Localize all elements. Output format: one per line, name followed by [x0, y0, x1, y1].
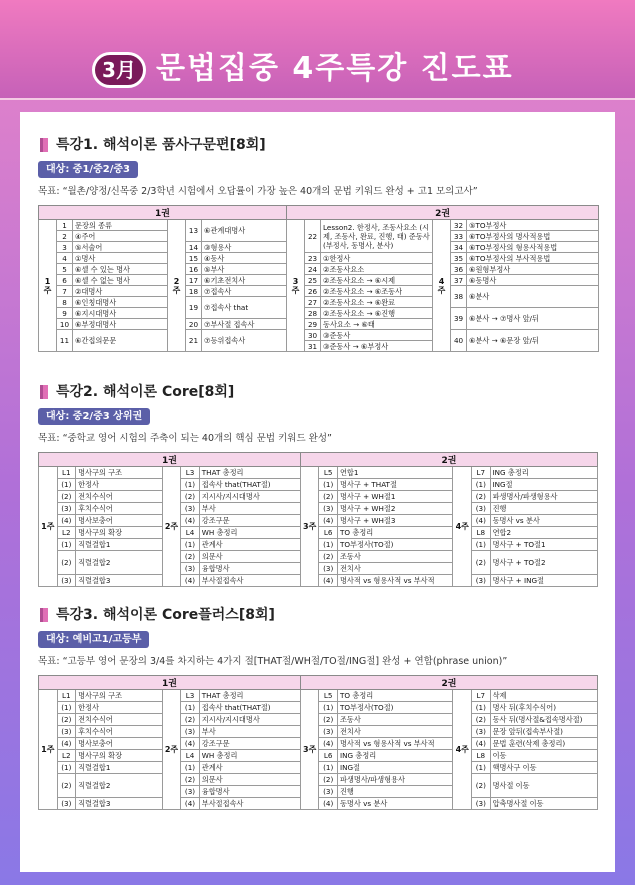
lesson-topic: WH 총정리	[199, 527, 300, 539]
lesson-number: (1)	[472, 762, 491, 774]
lesson-topic: ⑥분사 → ⑦명사 앞/뒤	[467, 308, 599, 330]
table-row	[39, 491, 598, 503]
lesson-number: 31	[305, 341, 321, 352]
lesson-number: (1)	[472, 479, 491, 491]
lesson-topic: 명사구 + WH절3	[337, 515, 452, 527]
lesson-number: 39	[451, 308, 467, 330]
lesson-topic: ⑥분사	[467, 286, 599, 308]
lesson-number: (1)	[57, 539, 76, 551]
table-row	[39, 308, 599, 319]
lesson-number: (1)	[181, 702, 200, 714]
lesson-number: (2)	[57, 774, 76, 798]
table-row	[39, 253, 599, 264]
lesson-number: (3)	[472, 575, 491, 587]
lesson-number: (4)	[181, 798, 200, 810]
week-label: 2주	[162, 690, 181, 810]
lesson-topic: 삭제	[490, 690, 597, 702]
lesson-number: 27	[305, 297, 321, 308]
schedule-table	[38, 205, 599, 352]
lesson-topic: THAT 총정리	[199, 690, 300, 702]
volume-1-header: 1권	[39, 453, 301, 467]
lesson-number: 34	[451, 242, 467, 253]
lesson-topic: TO 총정리	[337, 690, 452, 702]
lesson-number: 36	[451, 264, 467, 275]
section-2	[38, 382, 598, 587]
lesson-topic: 연합1	[337, 467, 452, 479]
table-row	[39, 575, 598, 587]
lesson-number: (3)	[181, 726, 200, 738]
lesson-number: (3)	[57, 726, 76, 738]
lesson-topic: ⑥TO부정사의 형용사적용법	[467, 242, 599, 253]
lesson-topic: 융합명사	[199, 786, 300, 798]
lesson-number: (1)	[181, 762, 200, 774]
lesson-topic: 부사절접속사	[199, 575, 300, 587]
lesson-number: (1)	[57, 479, 76, 491]
section-title-text: 특강3. 해석이론 Core플러스[8회]	[56, 607, 275, 623]
lesson-number: 18	[186, 286, 202, 297]
lesson-topic: 후치수식어	[76, 726, 163, 738]
lesson-number: (3)	[319, 726, 338, 738]
lesson-number: 37	[451, 275, 467, 286]
lesson-topic: ⑦접속사 that	[202, 297, 287, 319]
lesson-topic: ②조동사요소 → ⑥조동사	[321, 286, 433, 297]
lesson-topic: 접속사 that(THAT절)	[199, 479, 300, 491]
lesson-number: (3)	[57, 503, 76, 515]
week-label: 4주	[433, 220, 451, 352]
lesson-topic: 전치사	[337, 726, 452, 738]
lesson-topic: ④동사	[202, 253, 287, 264]
table-row	[39, 690, 598, 702]
lesson-topic: 명사적 vs 형용사적 vs 부사적	[337, 738, 452, 750]
week-label: 2주	[162, 467, 181, 587]
table-row	[39, 515, 598, 527]
schedule-table	[38, 452, 598, 587]
lesson-topic: 문장의 종류	[73, 220, 168, 231]
lesson-topic: 명사구 + TO절1	[490, 539, 597, 551]
week-label: 3주	[300, 467, 319, 587]
lesson-number: (2)	[472, 714, 491, 726]
lesson-number: (3)	[57, 575, 76, 587]
lesson-topic: 직렬결합3	[76, 798, 163, 810]
lesson-topic: ⑤서술어	[73, 242, 168, 253]
lesson-number: (4)	[319, 798, 338, 810]
lesson-number: (1)	[57, 702, 76, 714]
lesson-number: 33	[451, 231, 467, 242]
table-row	[39, 467, 598, 479]
lesson-topic: ⑥원형부정사	[467, 264, 599, 275]
lesson-topic: Lesson2. 한정사, 조동사요소 (시제, 조동사, 완료, 진행, 태) 준동사(부정사, 동명사, 분사)	[321, 220, 433, 253]
lesson-topic: 지시사/지시대명사	[199, 714, 300, 726]
section-3	[38, 605, 598, 810]
lesson-topic: ⑥관계대명사	[202, 220, 287, 242]
lesson-topic: 명사보충어	[76, 738, 163, 750]
lesson-topic: 부사	[199, 503, 300, 515]
lesson-number: 20	[186, 319, 202, 330]
goal-text: 목표: “중학교 영어 시험의 주축이 되는 40개의 핵심 문법 키워드 완성”	[38, 433, 332, 444]
lesson-number: (1)	[319, 702, 338, 714]
lesson-number: (2)	[57, 714, 76, 726]
lesson-topic: 한정사	[76, 702, 163, 714]
lesson-number: 25	[305, 275, 321, 286]
week-label: 1주	[39, 690, 58, 810]
table-row	[39, 286, 599, 297]
lesson-topic: TO 총정리	[337, 527, 452, 539]
page-header	[0, 0, 635, 100]
lesson-topic: ⑥TO부정사의 명사적용법	[467, 231, 599, 242]
lesson-topic: ING절	[337, 762, 452, 774]
lesson-topic: ④주어	[73, 231, 168, 242]
lesson-topic: ②조동사요소	[321, 264, 433, 275]
lesson-topic: 전치수식어	[76, 714, 163, 726]
lesson-topic: 명사적 vs 형용사적 vs 부사적	[337, 575, 452, 587]
lesson-number: (4)	[181, 738, 200, 750]
table-row	[39, 702, 598, 714]
lesson-topic: ⑥TO부정사의 부사적용법	[467, 253, 599, 264]
lesson-topic: 의문사	[199, 551, 300, 563]
target-badge: 대상: 예비고1/고등부	[38, 631, 149, 648]
lesson-topic: 동명사 vs 분사	[337, 798, 452, 810]
lesson-number: (3)	[472, 726, 491, 738]
lesson-topic: 부사	[199, 726, 300, 738]
lesson-topic: 직렬결합2	[76, 774, 163, 798]
table-row	[39, 503, 598, 515]
lesson-number: (2)	[472, 551, 491, 575]
lesson-number: (2)	[319, 774, 338, 786]
lesson-topic: ⑦접속사	[202, 286, 287, 297]
section-title-text: 특강2. 해석이론 Core[8회]	[56, 384, 235, 400]
lesson-topic: ①한정사	[321, 253, 433, 264]
lesson-number: (2)	[57, 551, 76, 575]
lesson-number: (2)	[319, 551, 338, 563]
lesson-number: (4)	[319, 575, 338, 587]
lesson-topic: ②조동사요소 → ⑥시제	[321, 275, 433, 286]
lesson-topic: 전치수식어	[76, 491, 163, 503]
lesson-topic: ⑥분사 → ⑥문장 앞/뒤	[467, 330, 599, 352]
lesson-number: 9	[57, 308, 73, 319]
table-row	[39, 330, 599, 341]
lesson-topic: 전치사	[337, 563, 452, 575]
lesson-number: 5	[57, 264, 73, 275]
lesson-topic: 명사구 + WH절1	[337, 491, 452, 503]
lesson-number: (4)	[319, 515, 338, 527]
lesson-topic: 부사절접속사	[199, 798, 300, 810]
lesson-number: 22	[305, 220, 321, 253]
lesson-topic: ⑦부사절 접속사	[202, 319, 287, 330]
target-badge: 대상: 중1/중2/중3	[38, 161, 138, 178]
schedule-table	[38, 675, 598, 810]
section-title	[38, 135, 598, 155]
volume-2-header: 2권	[300, 676, 597, 690]
lesson-topic: 융합명사	[199, 563, 300, 575]
lesson-topic: 압축명사절 이동	[490, 798, 597, 810]
lesson-topic: WH 총정리	[199, 750, 300, 762]
lesson-number: 11	[57, 330, 73, 352]
lesson-number: L8	[472, 527, 491, 539]
lesson-topic: 지시사/지시대명사	[199, 491, 300, 503]
lesson-topic: ING절	[490, 479, 597, 491]
bullet-bar-icon	[40, 385, 48, 399]
lesson-number: 32	[451, 220, 467, 231]
lesson-topic: ⑥부정대명사	[73, 319, 168, 330]
goal-text: 목표: “월촌/양정/신목중 2/3학년 시험에서 오답률이 가장 높은 40개의 문법 키워드 완성 + 고1 모의고사”	[38, 186, 478, 197]
section-title	[38, 382, 598, 402]
lesson-topic: 의문사	[199, 774, 300, 786]
lesson-topic: ②대명사	[73, 286, 168, 297]
lesson-number: 10	[57, 319, 73, 330]
lesson-topic: 진행	[337, 786, 452, 798]
lesson-number: 30	[305, 330, 321, 341]
section-1	[38, 135, 598, 352]
lesson-number: 3	[57, 242, 73, 253]
lesson-number: 28	[305, 308, 321, 319]
lesson-topic: 명사구의 확장	[76, 527, 163, 539]
lesson-number: (1)	[472, 539, 491, 551]
lesson-number: (2)	[181, 551, 200, 563]
lesson-number: 38	[451, 286, 467, 308]
lesson-topic: 명사구의 구조	[76, 690, 163, 702]
lesson-number: (3)	[57, 798, 76, 810]
table-row	[39, 551, 598, 563]
lesson-number: L7	[472, 467, 491, 479]
lesson-number: 2	[57, 231, 73, 242]
lesson-topic: 직렬결합1	[76, 539, 163, 551]
section-title	[38, 605, 598, 625]
lesson-topic: 명사 뒤(후치수식어)	[490, 702, 597, 714]
lesson-number: 1	[57, 220, 73, 231]
bullet-bar-icon	[40, 608, 48, 622]
lesson-topic: 핵명사구 이동	[490, 762, 597, 774]
page-title: 문법집중 4주특강 진도표	[156, 51, 514, 86]
lesson-number: (3)	[472, 503, 491, 515]
week-label: 3주	[300, 690, 319, 810]
target-badge: 대상: 중2/중3 상위권	[38, 408, 150, 425]
lesson-number: 14	[186, 242, 202, 253]
table-row	[39, 479, 598, 491]
lesson-number: (2)	[57, 491, 76, 503]
volume-2-header: 2권	[300, 453, 597, 467]
lesson-topic: 명사구의 구조	[76, 467, 163, 479]
lesson-number: (2)	[472, 774, 491, 798]
lesson-number: (3)	[319, 563, 338, 575]
lesson-number: L1	[57, 690, 76, 702]
lesson-number: L2	[57, 527, 76, 539]
lesson-number: L1	[57, 467, 76, 479]
table-row	[39, 264, 599, 275]
lesson-topic: ⑤부사	[202, 264, 287, 275]
lesson-number: (3)	[181, 563, 200, 575]
week-label: 1주	[39, 467, 58, 587]
lesson-number: L3	[181, 467, 200, 479]
lesson-number: L8	[472, 750, 491, 762]
lesson-topic: ⑦등위접속사	[202, 330, 287, 352]
lesson-topic: ⑥동명사	[467, 275, 599, 286]
lesson-number: (4)	[57, 738, 76, 750]
lesson-topic: ②조동사요소 → ⑥완료	[321, 297, 433, 308]
lesson-number: (4)	[181, 575, 200, 587]
lesson-topic: ING 총정리	[490, 467, 597, 479]
lesson-topic: 동사 뒤(명사절&접속명사절)	[490, 714, 597, 726]
lesson-number: L6	[319, 527, 338, 539]
lesson-topic: ⑥간접의문문	[73, 330, 168, 352]
lesson-topic: 직렬결합2	[76, 551, 163, 575]
lesson-topic: ①명사	[73, 253, 168, 264]
lesson-number: L3	[181, 690, 200, 702]
week-label: 4주	[453, 467, 472, 587]
lesson-number: (3)	[181, 503, 200, 515]
lesson-topic: ③형용사	[202, 242, 287, 253]
lesson-topic: 접속사 that(THAT절)	[199, 702, 300, 714]
lesson-number: (1)	[472, 702, 491, 714]
lesson-number: 15	[186, 253, 202, 264]
lesson-number: 13	[186, 220, 202, 242]
lesson-number: (2)	[319, 491, 338, 503]
lesson-topic: 조동사	[337, 714, 452, 726]
lesson-number: 7	[57, 286, 73, 297]
lesson-number: (3)	[319, 786, 338, 798]
lesson-topic: 파생명사/파생형용사	[337, 774, 452, 786]
lesson-number: (1)	[319, 539, 338, 551]
lesson-number: (2)	[181, 491, 200, 503]
lesson-number: 16	[186, 264, 202, 275]
lesson-number: 23	[305, 253, 321, 264]
lesson-topic: ⑥지시대명사	[73, 308, 168, 319]
lesson-topic: 문장 앞뒤(접속부사절)	[490, 726, 597, 738]
week-label: 3주	[287, 220, 305, 352]
lesson-topic: 직렬결합1	[76, 762, 163, 774]
lesson-number: L7	[472, 690, 491, 702]
lesson-topic: 파생명사/파생형용사	[490, 491, 597, 503]
table-row	[39, 539, 598, 551]
lesson-number: (2)	[181, 714, 200, 726]
week-label: 1주	[39, 220, 57, 352]
lesson-number: (4)	[57, 515, 76, 527]
lesson-topic: ⑥셀 수 없는 명사	[73, 275, 168, 286]
lesson-number: 35	[451, 253, 467, 264]
lesson-topic: 명사구의 확장	[76, 750, 163, 762]
lesson-number: (4)	[319, 738, 338, 750]
lesson-topic: 명사구 + WH절2	[337, 503, 452, 515]
lesson-topic: TO부정사(TO절)	[337, 702, 452, 714]
month-badge: 3月	[92, 52, 146, 88]
lesson-topic: 조동사	[337, 551, 452, 563]
lesson-topic: 관계사	[199, 762, 300, 774]
lesson-number: 29	[305, 319, 321, 330]
lesson-topic: 명사구 + ING절	[490, 575, 597, 587]
lesson-number: (3)	[181, 786, 200, 798]
lesson-topic: 강조구문	[199, 515, 300, 527]
table-row	[39, 220, 599, 231]
table-row	[39, 762, 598, 774]
lesson-number: 17	[186, 275, 202, 286]
lesson-topic: TO부정사(TO절)	[337, 539, 452, 551]
lesson-topic: 연합2	[490, 527, 597, 539]
week-label: 4주	[453, 690, 472, 810]
lesson-topic: 직렬결합3	[76, 575, 163, 587]
lesson-topic: THAT 총정리	[199, 467, 300, 479]
lesson-number: (1)	[181, 479, 200, 491]
lesson-topic: 관계사	[199, 539, 300, 551]
lesson-number: (1)	[319, 762, 338, 774]
lesson-topic: 이동	[490, 750, 597, 762]
lesson-topic: ING 총정리	[337, 750, 452, 762]
lesson-number: L5	[319, 690, 338, 702]
lesson-topic: 진행	[490, 503, 597, 515]
lesson-number: (1)	[181, 539, 200, 551]
lesson-number: L4	[181, 527, 200, 539]
lesson-topic: ③준동사 → ⑥부정사	[321, 341, 433, 352]
lesson-topic: ⑥기초전치사	[202, 275, 287, 286]
lesson-topic: 동사요소 → ⑥태	[321, 319, 433, 330]
volume-2-header: 2권	[287, 206, 599, 220]
lesson-number: 19	[186, 297, 202, 319]
lesson-topic: ⑤TO부정사	[467, 220, 599, 231]
lesson-number: (4)	[472, 738, 491, 750]
lesson-number: (2)	[472, 491, 491, 503]
lesson-topic: 강조구문	[199, 738, 300, 750]
lesson-number: 6	[57, 275, 73, 286]
lesson-number: L5	[319, 467, 338, 479]
lesson-number: (1)	[57, 762, 76, 774]
lesson-number: (3)	[319, 503, 338, 515]
table-row	[39, 726, 598, 738]
lesson-number: 4	[57, 253, 73, 264]
lesson-number: (4)	[181, 515, 200, 527]
lesson-topic: 한정사	[76, 479, 163, 491]
bullet-bar-icon	[40, 138, 48, 152]
lesson-topic: 동명사 vs 분사	[490, 515, 597, 527]
lesson-topic: 명사구 + TO절2	[490, 551, 597, 575]
lesson-number: 40	[451, 330, 467, 352]
lesson-number: L6	[319, 750, 338, 762]
lesson-number: (1)	[319, 479, 338, 491]
week-label: 2주	[168, 220, 186, 352]
lesson-number: (2)	[181, 774, 200, 786]
table-row	[39, 774, 598, 786]
table-row	[39, 527, 598, 539]
lesson-number: (2)	[319, 714, 338, 726]
lesson-topic: ③준동사	[321, 330, 433, 341]
lesson-number: 24	[305, 264, 321, 275]
volume-1-header: 1권	[39, 206, 287, 220]
goal-text: 목표: “고등부 영어 문장의 3/4를 차지하는 4가지 절[THAT절/WH절/TO절/ING절] 완성 + 연합(phrase union)”	[38, 656, 508, 667]
lesson-number: 21	[186, 330, 202, 352]
lesson-number: 26	[305, 286, 321, 297]
table-row	[39, 798, 598, 810]
lesson-topic: 명사절 이동	[490, 774, 597, 798]
volume-1-header: 1권	[39, 676, 301, 690]
lesson-topic: 후치수식어	[76, 503, 163, 515]
lesson-number: L4	[181, 750, 200, 762]
table-row	[39, 275, 599, 286]
section-title-text: 특강1. 해석이론 품사구문편[8회]	[56, 137, 266, 153]
table-row	[39, 738, 598, 750]
table-row	[39, 750, 598, 762]
lesson-topic: ⑥셀 수 있는 명사	[73, 264, 168, 275]
lesson-topic: 명사보충어	[76, 515, 163, 527]
lesson-number: 8	[57, 297, 73, 308]
lesson-topic: ⑥인칭대명사	[73, 297, 168, 308]
table-row	[39, 714, 598, 726]
lesson-number: (4)	[472, 515, 491, 527]
lesson-topic: 문법 훈련(삭제 총정리)	[490, 738, 597, 750]
lesson-topic: ②조동사요소 → ⑥진행	[321, 308, 433, 319]
lesson-topic: 명사구 + THAT절	[337, 479, 452, 491]
lesson-number: L2	[57, 750, 76, 762]
lesson-number: (3)	[472, 798, 491, 810]
